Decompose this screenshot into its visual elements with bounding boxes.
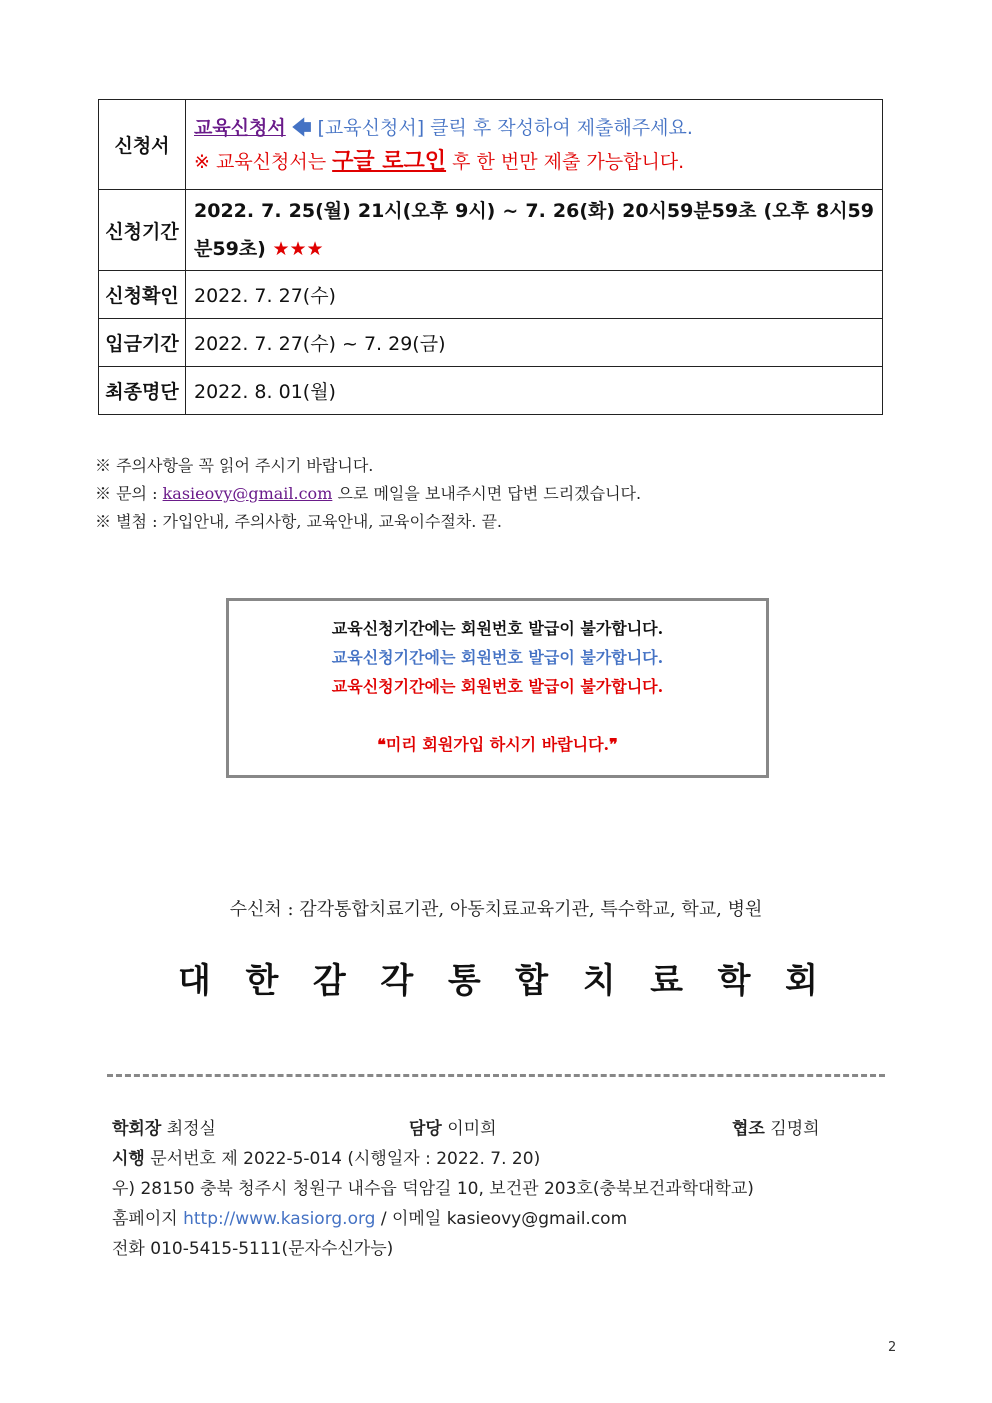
table-row (99, 190, 883, 271)
recipients-line: 수신처 : 감각통합치료기관, 아동치료교육기관, 특수학교, 학교, 병원 (229, 899, 763, 920)
page-number: 2 (888, 1340, 897, 1355)
society-char: 합 (515, 961, 549, 1001)
note-line-3: ※ 별첨 : 가입안내, 주의사항, 교육안내, 교육이수절차. 끝. (95, 512, 502, 531)
society-char: 회 (785, 961, 818, 1001)
arrow-left-icon: 🡄 (291, 116, 312, 139)
enforce-label: 시행 (112, 1149, 145, 1169)
table-row (99, 367, 883, 415)
signup-request: ❝미리 회원가입 하시기 바랍니다.❞ (377, 735, 618, 754)
society-char: 치 (582, 961, 616, 1001)
login-note-suffix: 후 한 번만 제출 가능합니다. (452, 150, 685, 173)
footer-info (112, 1114, 832, 1264)
application-period-cell (186, 190, 883, 271)
notice-line-red: 교육신청기간에는 회원번호 발급이 불가합니다. (331, 677, 664, 696)
application-cell (186, 100, 883, 190)
homepage-label: 홈페이지 (112, 1209, 178, 1229)
table-row (99, 319, 883, 367)
society-char: 감 (312, 961, 346, 1001)
note-line-1: ※ 주의사항을 꼭 읽어 주시기 바랍니다. (95, 456, 374, 475)
row-label-payment: 입금기간 (99, 319, 186, 367)
society-char: 한 (245, 961, 279, 1001)
star-icon-group: ★★★ (272, 238, 324, 260)
society-char: 각 (380, 961, 414, 1001)
society-char: 통 (447, 961, 481, 1001)
cooperation-name: 김명희 (770, 1119, 820, 1139)
row-label-final: 최종명단 (99, 367, 186, 415)
manager-name: 이미희 (447, 1119, 497, 1139)
application-instruction: [교육신청서] 클릭 후 작성하여 제출해주세요. (317, 116, 693, 139)
society-char: 료 (650, 961, 684, 1001)
document-number: 문서번호 제 2022-5-014 (시행일자 : 2022. 7. 20) (150, 1149, 541, 1169)
final-list-value: 2022. 8. 01(월) (186, 367, 883, 415)
schedule-table (98, 99, 883, 415)
cooperation-label: 협조 (732, 1119, 765, 1139)
notice-line-black: 교육신청기간에는 회원번호 발급이 불가합니다. (331, 619, 664, 638)
society-name (178, 953, 818, 1002)
email-label: / 이메일 (380, 1209, 442, 1229)
confirm-date-value: 2022. 7. 27(수) (186, 271, 883, 319)
address: 우) 28150 충북 청주시 청원구 내수읍 덕암길 10, 보건관 203호(충북보건과학대학교) (112, 1179, 754, 1199)
row-label-application: 신청서 (99, 100, 186, 190)
note-inquiry-prefix: ※ 문의 : (95, 484, 158, 503)
president-name: 최정실 (166, 1119, 216, 1139)
manager-label: 담당 (409, 1119, 442, 1139)
homepage-link[interactable]: http://www.kasiorg.org (183, 1209, 376, 1229)
phone: 전화 010-5415-5111(문자수신가능) (112, 1239, 394, 1259)
notice-line-blue: 교육신청기간에는 회원번호 발급이 불가합니다. (331, 648, 664, 667)
google-login-emphasis: 구글 로그인 (332, 148, 447, 174)
note-line-2 (95, 480, 641, 508)
dashed-divider (107, 1074, 885, 1077)
notice-box (226, 598, 769, 778)
society-char: 학 (717, 961, 751, 1001)
footer-email[interactable]: kasieovy@gmail.com (446, 1209, 628, 1229)
row-label-period: 신청기간 (99, 190, 186, 271)
application-form-link[interactable]: 교육신청서 (194, 116, 286, 139)
table-row (99, 271, 883, 319)
login-note-prefix: ※ 교육신청서는 (194, 150, 327, 173)
notes-section (95, 452, 641, 536)
president-label: 학회장 (112, 1119, 162, 1139)
payment-period-value: 2022. 7. 27(수) ~ 7. 29(금) (186, 319, 883, 367)
row-label-confirm: 신청확인 (99, 271, 186, 319)
inquiry-email-link[interactable]: kasieovy@gmail.com (162, 484, 333, 503)
note-inquiry-suffix: 으로 메일을 보내주시면 답변 드리겠습니다. (337, 484, 642, 503)
society-char: 대 (178, 961, 211, 1001)
application-period-value: 2022. 7. 25(월) 21시(오후 9시) ~ 7. 26(화) 20시59분59초 (오후 8시59분59초) (194, 200, 874, 260)
table-row (99, 100, 883, 190)
